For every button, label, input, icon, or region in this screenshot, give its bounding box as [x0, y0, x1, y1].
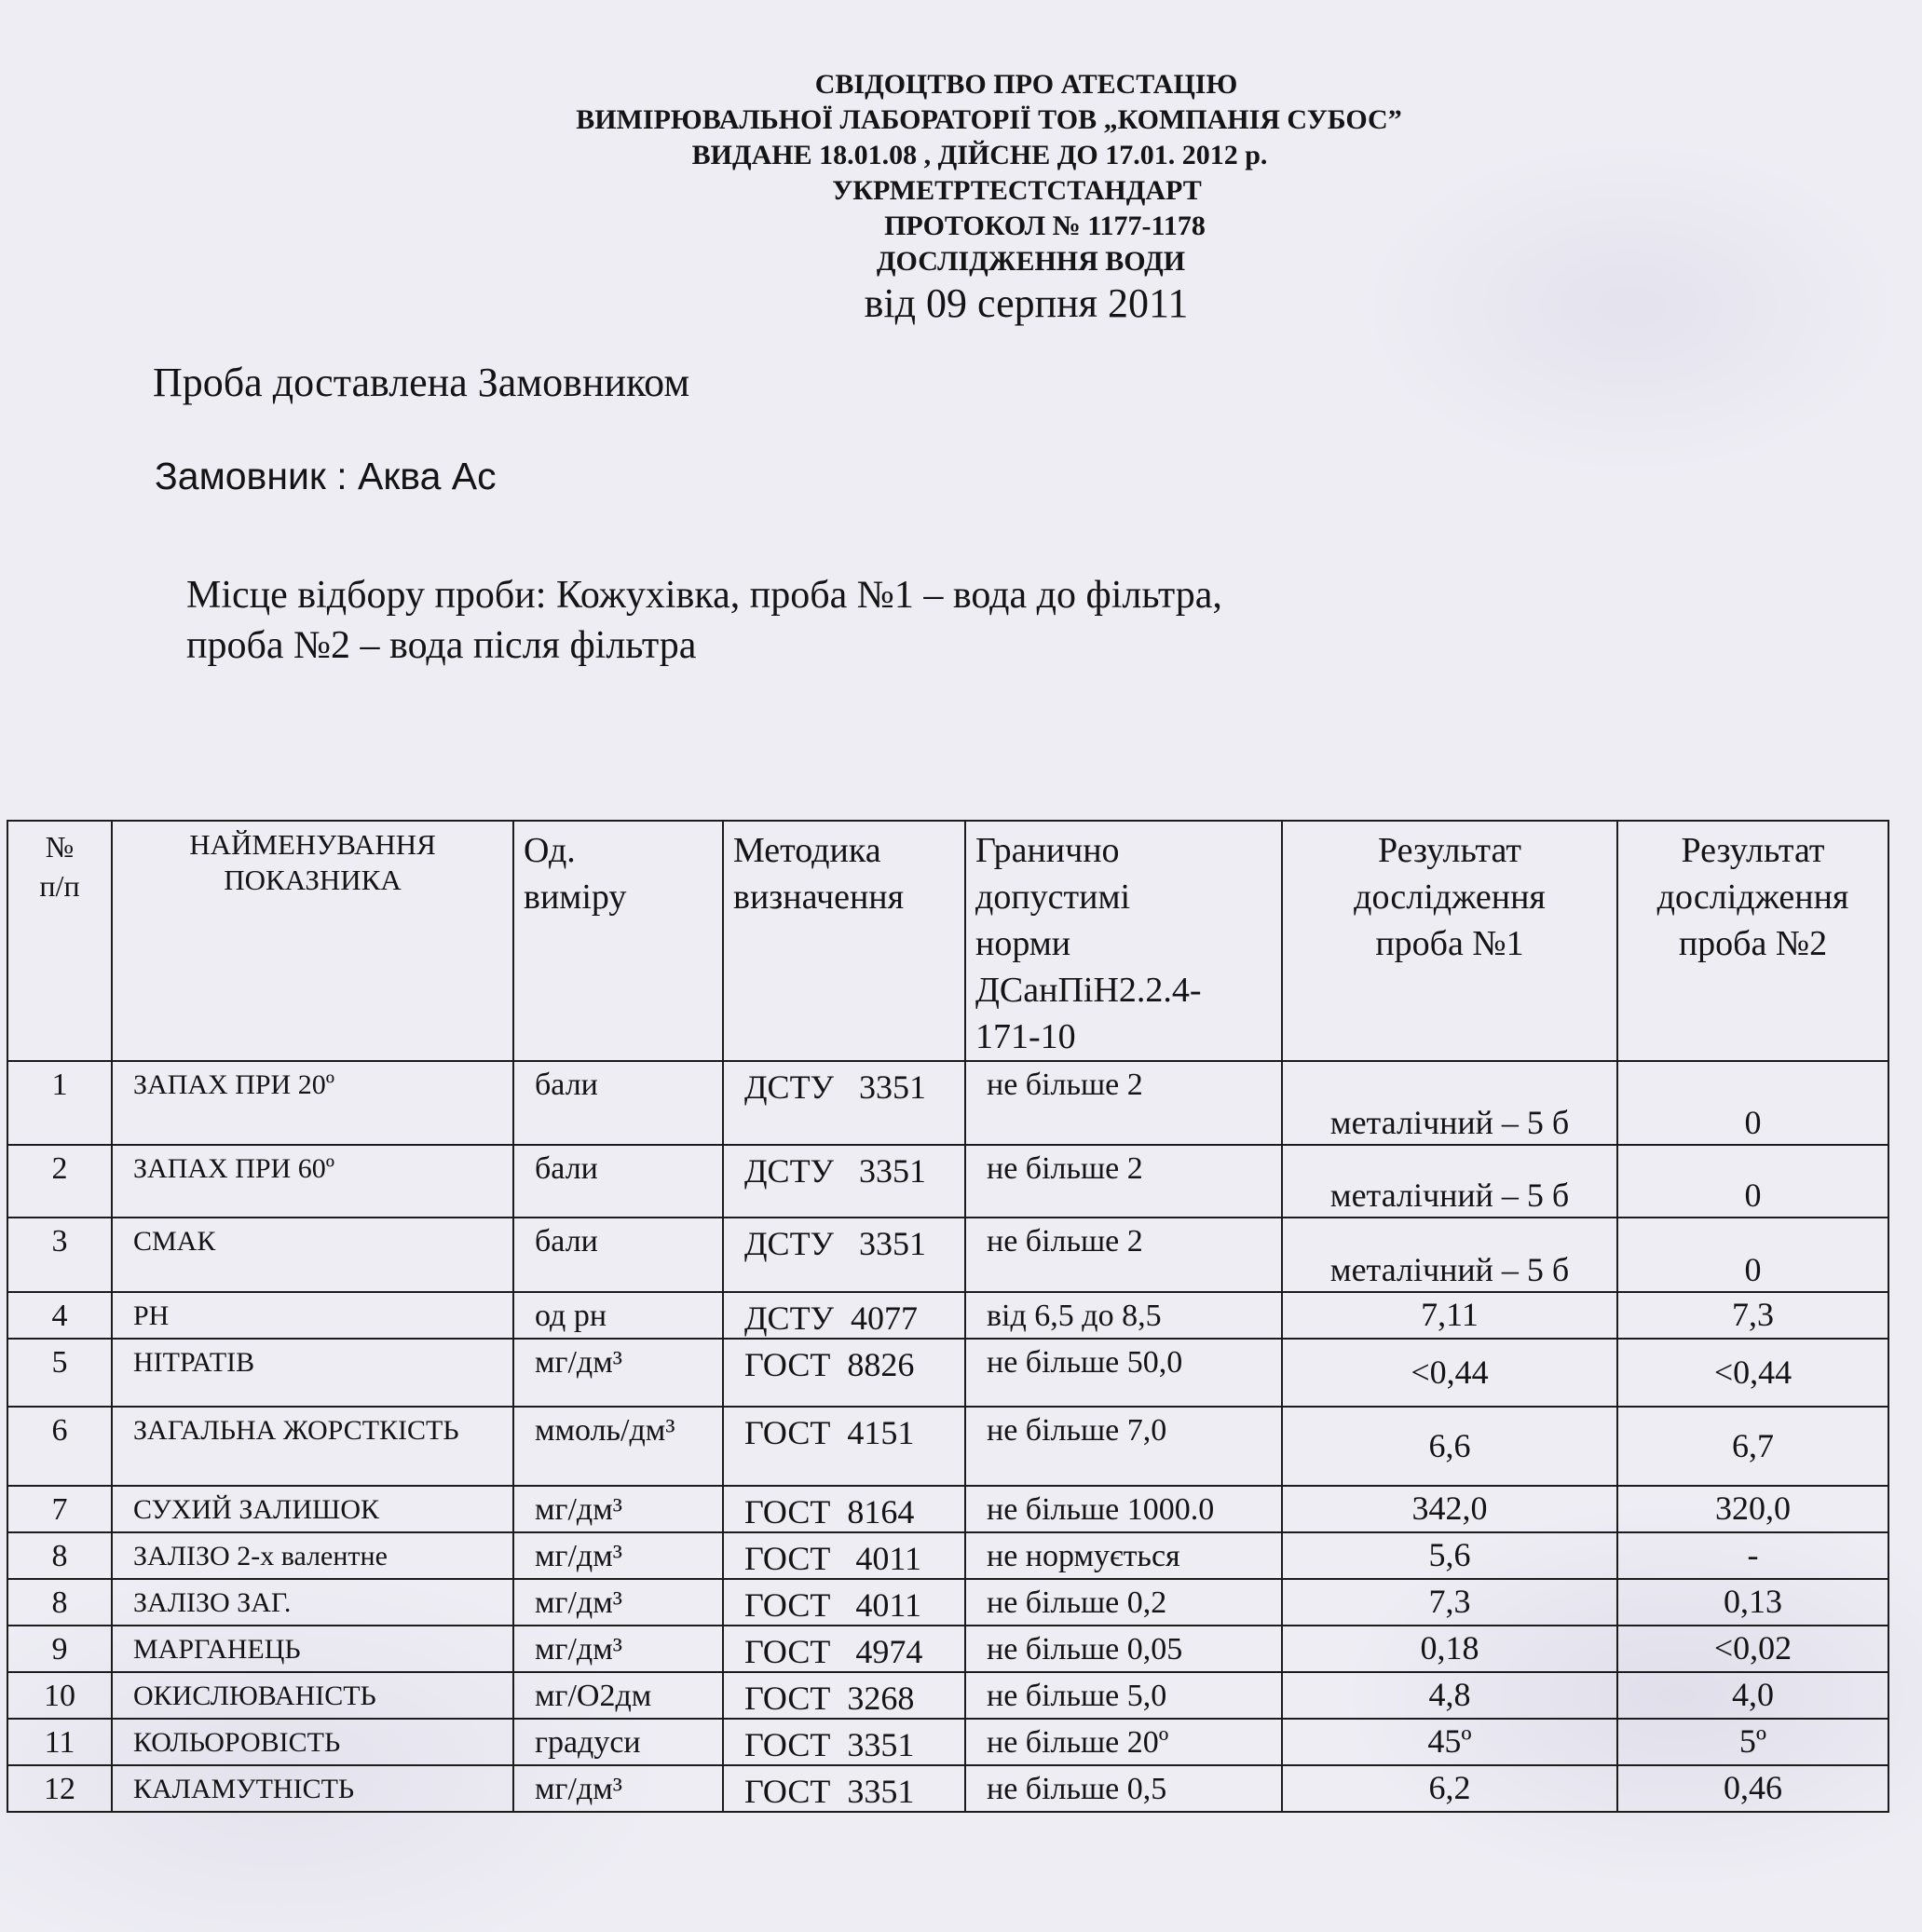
results-table [7, 820, 1889, 1813]
row-number: 1 [7, 1061, 112, 1145]
header-text: дослідження [1354, 878, 1546, 917]
unit-of-measure: бали [513, 1061, 723, 1145]
indicator-name: ЗАПАХ ПРИ 60º [112, 1145, 513, 1218]
permissible-norm: не більше 2 [965, 1145, 1282, 1218]
method-standard: ГОСТ 8164 [723, 1486, 965, 1532]
result-sample-1: 7,11 [1282, 1292, 1617, 1339]
unit-of-measure: бали [513, 1218, 723, 1292]
table-row [7, 1626, 1888, 1672]
results-table-body [7, 1061, 1888, 1812]
result-sample-2: 5º [1617, 1719, 1888, 1765]
table-row [7, 1145, 1888, 1218]
unit-of-measure: мг/дм³ [513, 1486, 723, 1532]
permissible-norm: не нормується [965, 1532, 1282, 1579]
method-standard: ГОСТ 3351 [723, 1765, 965, 1812]
indicator-name: ЗАПАХ ПРИ 20º [112, 1061, 513, 1145]
permissible-norm: не більше 50,0 [965, 1339, 1282, 1407]
unit-of-measure: мг/дм³ [513, 1765, 723, 1812]
col-header-number [7, 821, 112, 1061]
header-text: № [45, 830, 75, 864]
indicator-name: ЗАЛІЗО ЗАГ. [112, 1579, 513, 1626]
table-row [7, 1407, 1888, 1486]
indicator-name: ОКИСЛЮВАНІСТЬ [112, 1672, 513, 1719]
header-text: виміру [524, 878, 627, 917]
method-standard: ГОСТ 8826 [723, 1339, 965, 1407]
indicator-name: МАРГАНЕЦЬ [112, 1626, 513, 1672]
result-sample-2: 0 [1617, 1061, 1888, 1145]
customer-line: Замовник : Аква Ас [155, 455, 497, 497]
row-number: 8 [7, 1579, 112, 1626]
unit-of-measure: мг/дм³ [513, 1579, 723, 1626]
permissible-norm: не більше 2 [965, 1061, 1282, 1145]
table-row [7, 1486, 1888, 1532]
sampling-location [186, 570, 1222, 671]
method-standard: ГОСТ 4974 [723, 1626, 965, 1672]
result-sample-1: 342,0 [1282, 1486, 1617, 1532]
result-sample-2: 320,0 [1617, 1486, 1888, 1532]
method-standard: ГОСТ 3351 [723, 1719, 965, 1765]
indicator-name: СУХИЙ ЗАЛИШОК [112, 1486, 513, 1532]
table-row [7, 1218, 1888, 1292]
unit-of-measure: мг/дм³ [513, 1626, 723, 1672]
result-sample-1: 45º [1282, 1719, 1617, 1765]
permissible-norm: не більше 1000.0 [965, 1486, 1282, 1532]
method-standard: ДСТУ 3351 [723, 1145, 965, 1218]
row-number: 7 [7, 1486, 112, 1532]
header-text: п/п [39, 869, 80, 903]
method-standard: ДСТУ 3351 [723, 1218, 965, 1292]
permissible-norm: не більше 0,05 [965, 1626, 1282, 1672]
col-header-result-sample-1 [1282, 821, 1617, 1061]
indicator-name: РН [112, 1292, 513, 1339]
result-sample-1: 6,6 [1282, 1407, 1617, 1486]
header-text: проба №1 [1375, 924, 1524, 963]
permissible-norm: не більше 0,2 [965, 1579, 1282, 1626]
method-standard: ГОСТ 4151 [723, 1407, 965, 1486]
permissible-norm: від 6,5 до 8,5 [965, 1292, 1282, 1339]
row-number: 6 [7, 1407, 112, 1486]
certificate-title: СВІДОЦТВО ПРО АТЕСТАЦІЮ [814, 69, 1238, 100]
result-sample-1: металічний – 5 б [1282, 1061, 1617, 1145]
permissible-norm: не більше 0,5 [965, 1765, 1282, 1812]
result-sample-1: <0,44 [1282, 1339, 1617, 1407]
unit-of-measure: мг/дм³ [513, 1339, 723, 1407]
result-sample-1: 0,18 [1282, 1626, 1617, 1672]
col-header-method [723, 821, 965, 1061]
indicator-name: КОЛЬОРОВІСТЬ [112, 1719, 513, 1765]
table-row [7, 1672, 1888, 1719]
result-sample-2: 7,3 [1617, 1292, 1888, 1339]
result-sample-1: металічний – 5 б [1282, 1145, 1617, 1218]
study-title: ДОСЛІДЖЕННЯ ВОДИ [876, 246, 1186, 277]
laboratory-name: ВИМІРЮВАЛЬНОЇ ЛАБОРАТОРІЇ ТОВ „КОМПАНІЯ СУБОС” [576, 104, 1402, 135]
result-sample-2: - [1617, 1532, 1888, 1579]
result-sample-2: 0,46 [1617, 1765, 1888, 1812]
sampling-location-line-2: проба №2 – вода після фільтра [186, 624, 697, 667]
unit-of-measure: ммоль/дм³ [513, 1407, 723, 1486]
unit-of-measure: од рн [513, 1292, 723, 1339]
method-standard: ДСТУ 4077 [723, 1292, 965, 1339]
col-header-result-sample-2 [1617, 821, 1888, 1061]
indicator-name: НІТРАТІВ [112, 1339, 513, 1407]
table-row [7, 1579, 1888, 1626]
method-standard: ГОСТ 4011 [723, 1532, 965, 1579]
col-header-unit [513, 821, 723, 1061]
row-number: 8 [7, 1532, 112, 1579]
certificate-validity: ВИДАНЕ 18.01.08 , ДІЙСНЕ ДО 17.01. 2012 р. [691, 140, 1268, 170]
unit-of-measure: бали [513, 1145, 723, 1218]
permissible-norm: не більше 5,0 [965, 1672, 1282, 1719]
header-text: визначення [733, 878, 905, 917]
header-text: Гранично [975, 831, 1120, 870]
sampling-location-line-1: Місце відбору проби: Кожухівка, проба №1 – вода до фільтра, [186, 574, 1222, 617]
result-sample-1: металічний – 5 б [1282, 1218, 1617, 1292]
table-row [7, 1765, 1888, 1812]
unit-of-measure: градуси [513, 1719, 723, 1765]
row-number: 9 [7, 1626, 112, 1672]
result-sample-2: 0,13 [1617, 1579, 1888, 1626]
header-text: проба №2 [1678, 924, 1828, 963]
header-text: допустимі [975, 878, 1131, 917]
header-text: Результат [1681, 831, 1825, 870]
header-text: Результат [1378, 831, 1521, 870]
indicator-name: ЗАЛІЗО 2-х валентне [112, 1532, 513, 1579]
indicator-name: ЗАГАЛЬНА ЖОРСТКІСТЬ [112, 1407, 513, 1486]
table-row [7, 1339, 1888, 1407]
table-row [7, 1292, 1888, 1339]
result-sample-1: 6,2 [1282, 1765, 1617, 1812]
row-number: 5 [7, 1339, 112, 1407]
table-row [7, 1719, 1888, 1765]
row-number: 2 [7, 1145, 112, 1218]
row-number: 12 [7, 1765, 112, 1812]
result-sample-2: 4,0 [1617, 1672, 1888, 1719]
indicator-name: КАЛАМУТНІСТЬ [112, 1765, 513, 1812]
sample-delivery-note: Проба доставлена Замовником [153, 360, 690, 405]
header-text: Од. [524, 831, 576, 870]
table-row [7, 1061, 1888, 1145]
permissible-norm: не більше 2 [965, 1218, 1282, 1292]
row-number: 10 [7, 1672, 112, 1719]
protocol-number: ПРОТОКОЛ № 1177-1178 [884, 211, 1206, 241]
header-text: ПОКАЗНИКА [224, 864, 402, 896]
col-header-norms [965, 821, 1282, 1061]
header-text: норми [975, 924, 1071, 963]
permissible-norm: не більше 7,0 [965, 1407, 1282, 1486]
indicator-name: СМАК [112, 1218, 513, 1292]
row-number: 11 [7, 1719, 112, 1765]
result-sample-2: 0 [1617, 1218, 1888, 1292]
result-sample-2: 6,7 [1617, 1407, 1888, 1486]
issuing-authority: УКРМЕТРТЕСТСТАНДАРТ [832, 175, 1202, 206]
table-row [7, 1532, 1888, 1579]
protocol-date: від 09 серпня 2011 [864, 280, 1189, 326]
permissible-norm: не більше 20º [965, 1719, 1282, 1765]
header-text: дослідження [1656, 878, 1849, 917]
result-sample-1: 4,8 [1282, 1672, 1617, 1719]
unit-of-measure: мг/О2дм [513, 1672, 723, 1719]
col-header-indicator [112, 821, 513, 1061]
result-sample-1: 5,6 [1282, 1532, 1617, 1579]
header-text: Методика [733, 831, 881, 870]
method-standard: ГОСТ 3268 [723, 1672, 965, 1719]
header-text: НАЙМЕНУВАННЯ [189, 828, 436, 861]
method-standard: ДСТУ 3351 [723, 1061, 965, 1145]
result-sample-2: 0 [1617, 1145, 1888, 1218]
table-header-row [7, 821, 1888, 1061]
unit-of-measure: мг/дм³ [513, 1532, 723, 1579]
row-number: 3 [7, 1218, 112, 1292]
result-sample-2: <0,44 [1617, 1339, 1888, 1407]
header-text: ДСанПіН2.2.4- [975, 971, 1202, 1010]
result-sample-2: <0,02 [1617, 1626, 1888, 1672]
row-number: 4 [7, 1292, 112, 1339]
result-sample-1: 7,3 [1282, 1579, 1617, 1626]
header-text: 171-10 [975, 1017, 1076, 1056]
method-standard: ГОСТ 4011 [723, 1579, 965, 1626]
